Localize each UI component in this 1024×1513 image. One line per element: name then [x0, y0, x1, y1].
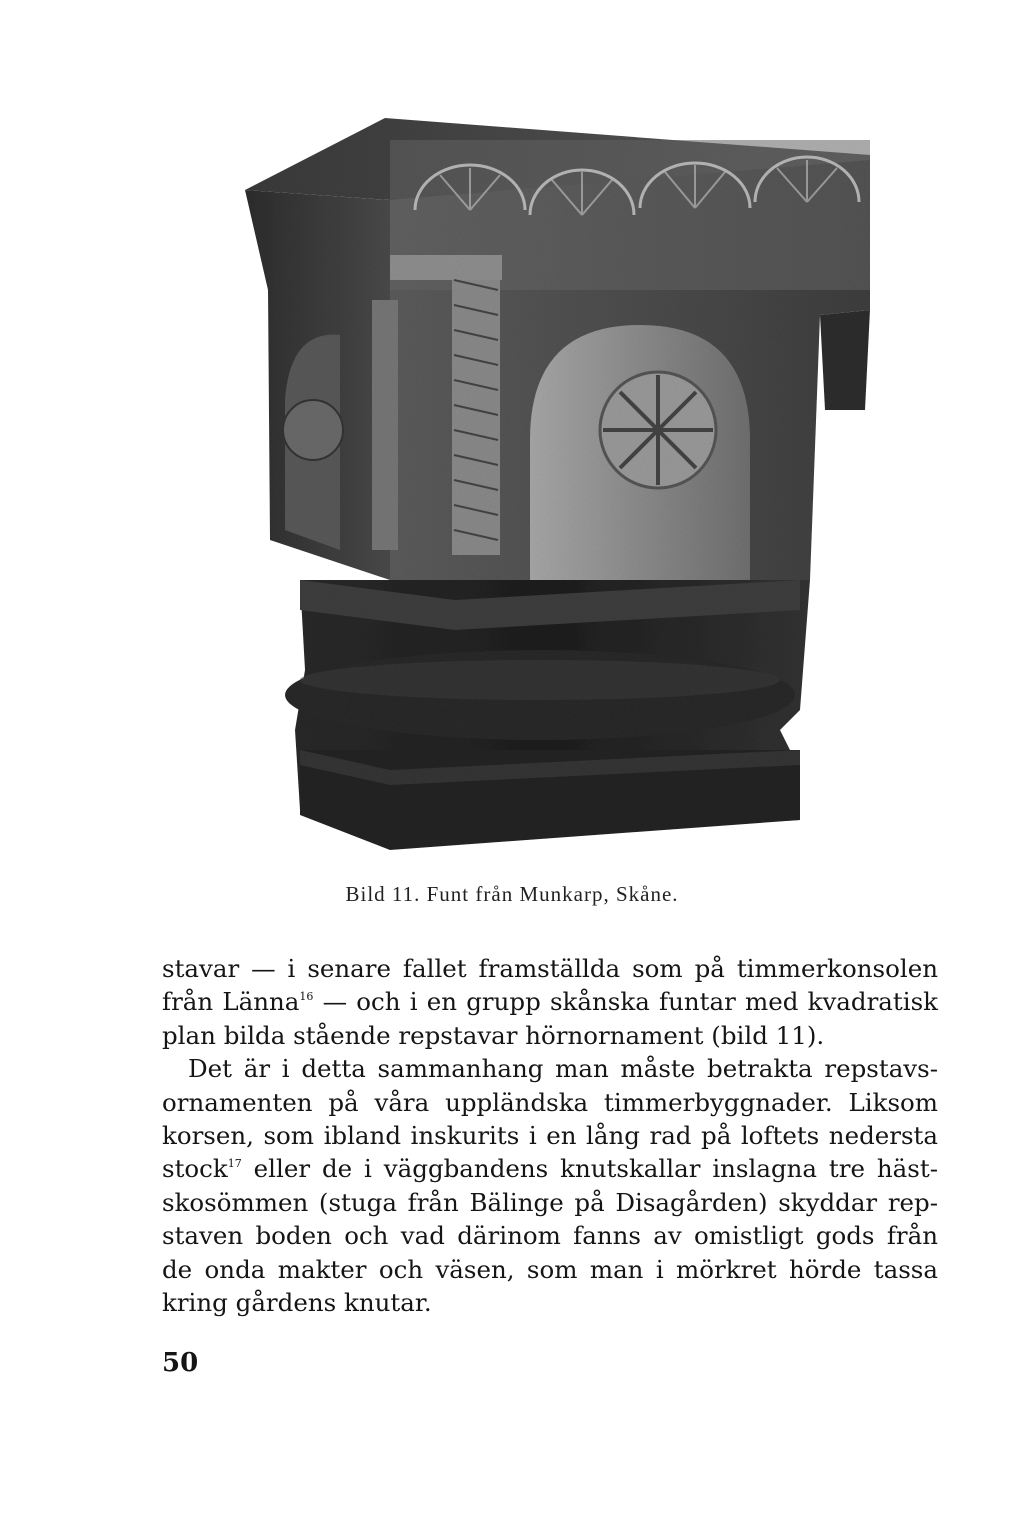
text-line-6: korsen, som ibland inskurits i en lång rad på loftets nedersta	[162, 1121, 938, 1151]
text-line-7: stock$^{17}$ eller de i väggbandens knutskallar inslagna tre häst-	[162, 1154, 938, 1184]
text-line-5: ornamenten på våra uppländska timmerbyggnader. Liksom	[162, 1087, 938, 1117]
body-text	[162, 952, 938, 1319]
text-line-4: Det är i detta sammanhang man måste betrakta repstavs-	[188, 1054, 938, 1084]
text-line-10: de onda makter och väsen, som man i mörkret hörde tassa	[162, 1254, 938, 1284]
text-line-2: från Länna$^{16}$ — och i en grupp skånska funtar med kvadratisk	[162, 987, 938, 1017]
figure-caption: Bild 11. Funt från Munkarp, Skåne.	[345, 882, 679, 906]
footnote-ref-16[interactable]: 16	[299, 990, 314, 1004]
text-line-1: stavar — i senare fallet framställda som på timmerkonsolen	[162, 954, 938, 983]
text-line-3: plan bilda stående repstavar hörnornament (bild 11).	[162, 1020, 825, 1050]
footnote-ref-17[interactable]: 17	[227, 1157, 242, 1171]
page-number: 50	[162, 1348, 199, 1378]
font-photograph	[240, 110, 880, 870]
text-line-11: kring gårdens knutar.	[162, 1288, 432, 1318]
text-line-9: staven boden och vad därinom fanns av omistligt gods från	[162, 1221, 938, 1251]
stone-font-illustration	[240, 110, 880, 870]
text-line-8: skosömmen (stuga från Bälinge på Disagården) skyddar rep-	[162, 1187, 938, 1217]
